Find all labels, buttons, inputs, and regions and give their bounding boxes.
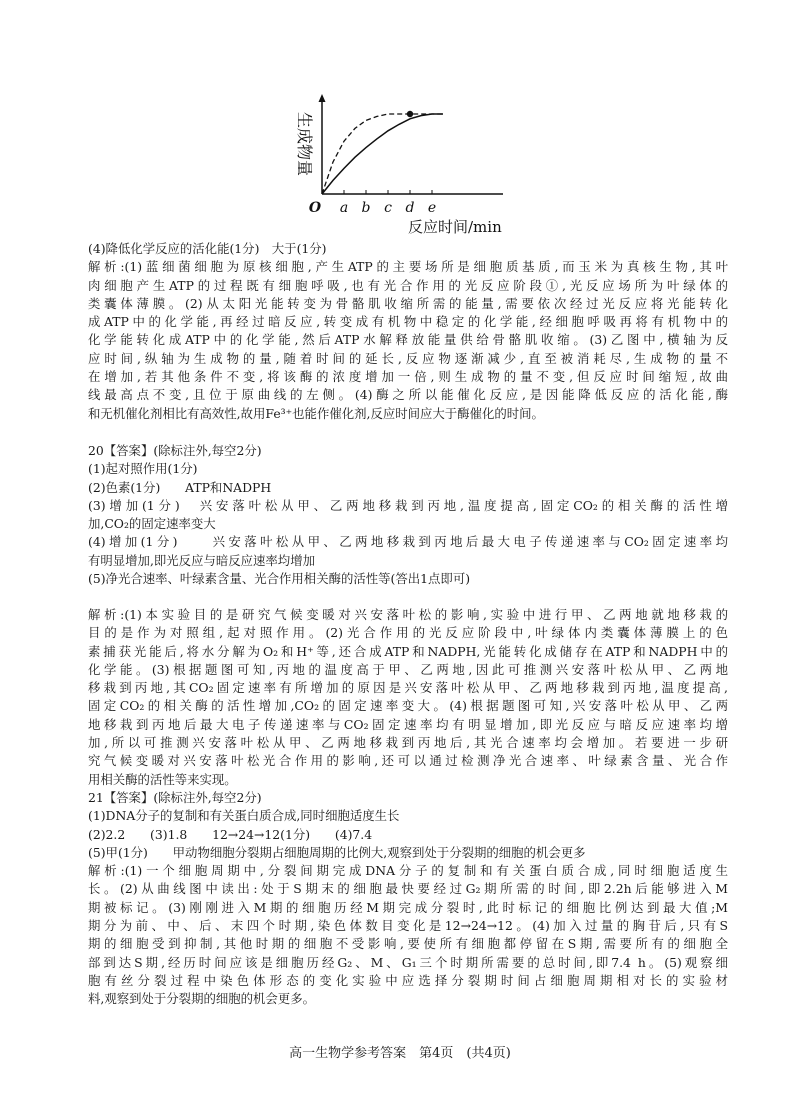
solid-curve [322,114,443,194]
text-line: (4)增加(1分) 兴安落叶松从甲、乙两地移栽到丙地后最大电子传递速率与CO₂固定速率均 [88,534,728,550]
reaction-time-chart [288,92,518,240]
text-line: 目的是作为对照组,起对照作用。(2)光合作用的光反应阶段中,叶绿体内类囊体薄膜上的色 [88,625,728,641]
text-line: 在增加,若其他条件不变,将该酶的浓度增加一倍,则生成物的量不变,但反应时间缩短,故曲 [88,369,728,385]
x-tick-label: a [339,200,349,216]
text-line: 20【答案】(除标注外,每空2分) [88,443,262,458]
origin-label: O [308,200,322,216]
text-line: 期分为前、中、后、末四个时期,染色体数目变化是12→24→12。(4)加入过量的胸苷后,只有S [88,918,728,934]
text-line: (3)增加(1分) 兴安落叶松从甲、乙两地移栽到丙地,温度提高,固定CO₂的相关酶的活性增 [88,497,728,513]
section-q19-answer [88,240,728,423]
text-line: 解析:(1)一个细胞周期中,分裂间期完成DNA分子的复制和有关蛋白质合成,同时细胞适度生 [88,863,728,879]
text-line: 用相关酶的活性等来实现。 [88,771,237,787]
text-line: 应时间,纵轴为生成物的量,随着时间的延长,反应物逐渐减少,直至被消耗尽,生成物的量不 [88,350,728,366]
text-line: 期被标记。(3)刚刚进入M期的细胞历经M期完成分裂时,此时标记的细胞比例达到最大值;M [88,899,728,915]
text-line: 胞有丝分裂过程中染色体形态的变化实验中应选择分裂期时间占细胞周期相对长的实验材 [88,972,728,988]
x-tick-label: c [384,200,392,216]
text-line: 有明显增加,即光反应与暗反应速率均增加 [88,552,315,568]
text-line: 成ATP中的化学能,再经过暗反应,转变成有机物中稳定的化学能,经细胞呼吸再将有机物中的 [88,314,728,330]
text-line: 加,CO₂的固定速率变大 [88,516,216,532]
text-line: 长。(2)从曲线图中读出:处于S期末的细胞最快要经过G₂期所需的时间,即2.2h后能够进入M [88,881,728,897]
text-line: 部到达S期,经历时间应该是细胞历经G₂、M、G₁三个时期所需要的总时间,即7.4 h。(5)观察细 [88,954,728,970]
text-line: 料,观察到处于分裂期的细胞的机会更多。 [88,991,315,1007]
text-line: 究气候变暖对兴安落叶松光合作用的影响,还可以通过检测净光合速率、叶绿素含量、光合作 [88,753,728,769]
curve-end-point [407,111,413,117]
x-tick-label: e [427,200,437,216]
text-line: (2)色素(1分) ATP和NADPH [88,479,272,495]
text-line: 解析:(1)蓝细菌细胞为原核细胞,产生ATP的主要场所是细胞质基质,而玉米为真核生物,其叶 [88,259,728,275]
x-axis-label: 反应时间/min [408,218,502,236]
text-line: 期的细胞受到抑制,其他时期的细胞不受影响,要使所有细胞都停留在S期,需要所有的细胞全 [88,936,728,952]
dashed-curve [322,114,443,194]
section-q20-21-analysis [88,606,728,1009]
text-line: 化学能转化成ATP中的化学能,然后ATP水解释放能量供给骨骼肌收缩。(3)乙图中,横轴为反 [88,332,728,348]
text-line: 加,所以可推测兴安落叶松从甲、乙两地移栽到丙地后,其光合速率均会增加。若要进一步研 [88,735,728,751]
text-line: (5)净光合速率、叶绿素含量、光合作用相关酶的活性等(答出1点即可) [88,571,471,587]
text-line: 素捕获光能后,将水分解为O₂和H⁺等,还合成ATP和NADPH,光能转化成储存在ATP和NADPH中的 [88,643,728,659]
y-axis-arrow-icon [319,94,326,102]
text-line: 肉细胞产生ATP的过程既有细胞呼吸,也有光合作用的光反应阶段①,光反应场所为叶绿体的 [88,277,728,293]
text-line: (4)降低化学反应的活化能(1分) 大于(1分) [88,241,327,256]
section-q20-answer [88,442,728,588]
text-line: 化学能。(3)根据题图可知,丙地的温度高于甲、乙两地,因此可推测兴安落叶松从甲、乙两地 [88,661,728,677]
text-line: (5)甲(1分) 甲动物细胞分裂期占细胞周期的比例大,观察到处于分裂期的细胞的机会更多 [88,844,586,860]
text-line: (2)2.2 (3)1.8 12→24→12(1分) (4)7.4 [88,826,373,842]
x-tick-label: d [405,200,415,216]
text-line: 21【答案】(除标注外,每空2分) [88,789,262,805]
text-line: (1)起对照作用(1分) [88,461,198,477]
text-line: (1)DNA分子的复制和有关蛋白质合成,同时细胞适度生长 [88,808,400,824]
y-axis-label: 生成物量 [295,112,314,177]
text-line: 固定CO₂的相关酶的活性增加,CO₂的固定速率变大。(4)根据题图可知,兴安落叶松从甲、乙两 [88,698,728,714]
x-tick-label: b [361,200,371,216]
text-line: 地移栽到丙地后最大电子传递速率与CO₂固定速率均有明显增加,即光反应与暗反应速率均增 [88,716,728,732]
text-line: 解析:(1)本实验目的是研究气候变暖对兴安落叶松的影响,实验中进行甲、乙两地就地移栽的 [88,607,728,622]
text-line: 类囊体薄膜。(2)从太阳光能转变为骨骼肌收缩所需的能量,需要依次经过光反应将光能转化 [88,295,728,311]
text-line: 线最高点不变,且位于原曲线的左侧。(4)酶之所以能催化反应,是因能降低反应的活化能,酶 [88,387,728,403]
text-line: 和无机催化剂相比有高效性,故用Fe³⁺也能作催化剂,反应时间应大于酶催化的时间。 [88,405,544,421]
text-line: 移栽到丙地,其CO₂固定速率有所增加的原因是兴安落叶松从甲、乙两地移栽到丙地,温度提高, [88,680,728,696]
page-footer: 高一生物学参考答案 第4页 (共4页) [289,1046,511,1061]
